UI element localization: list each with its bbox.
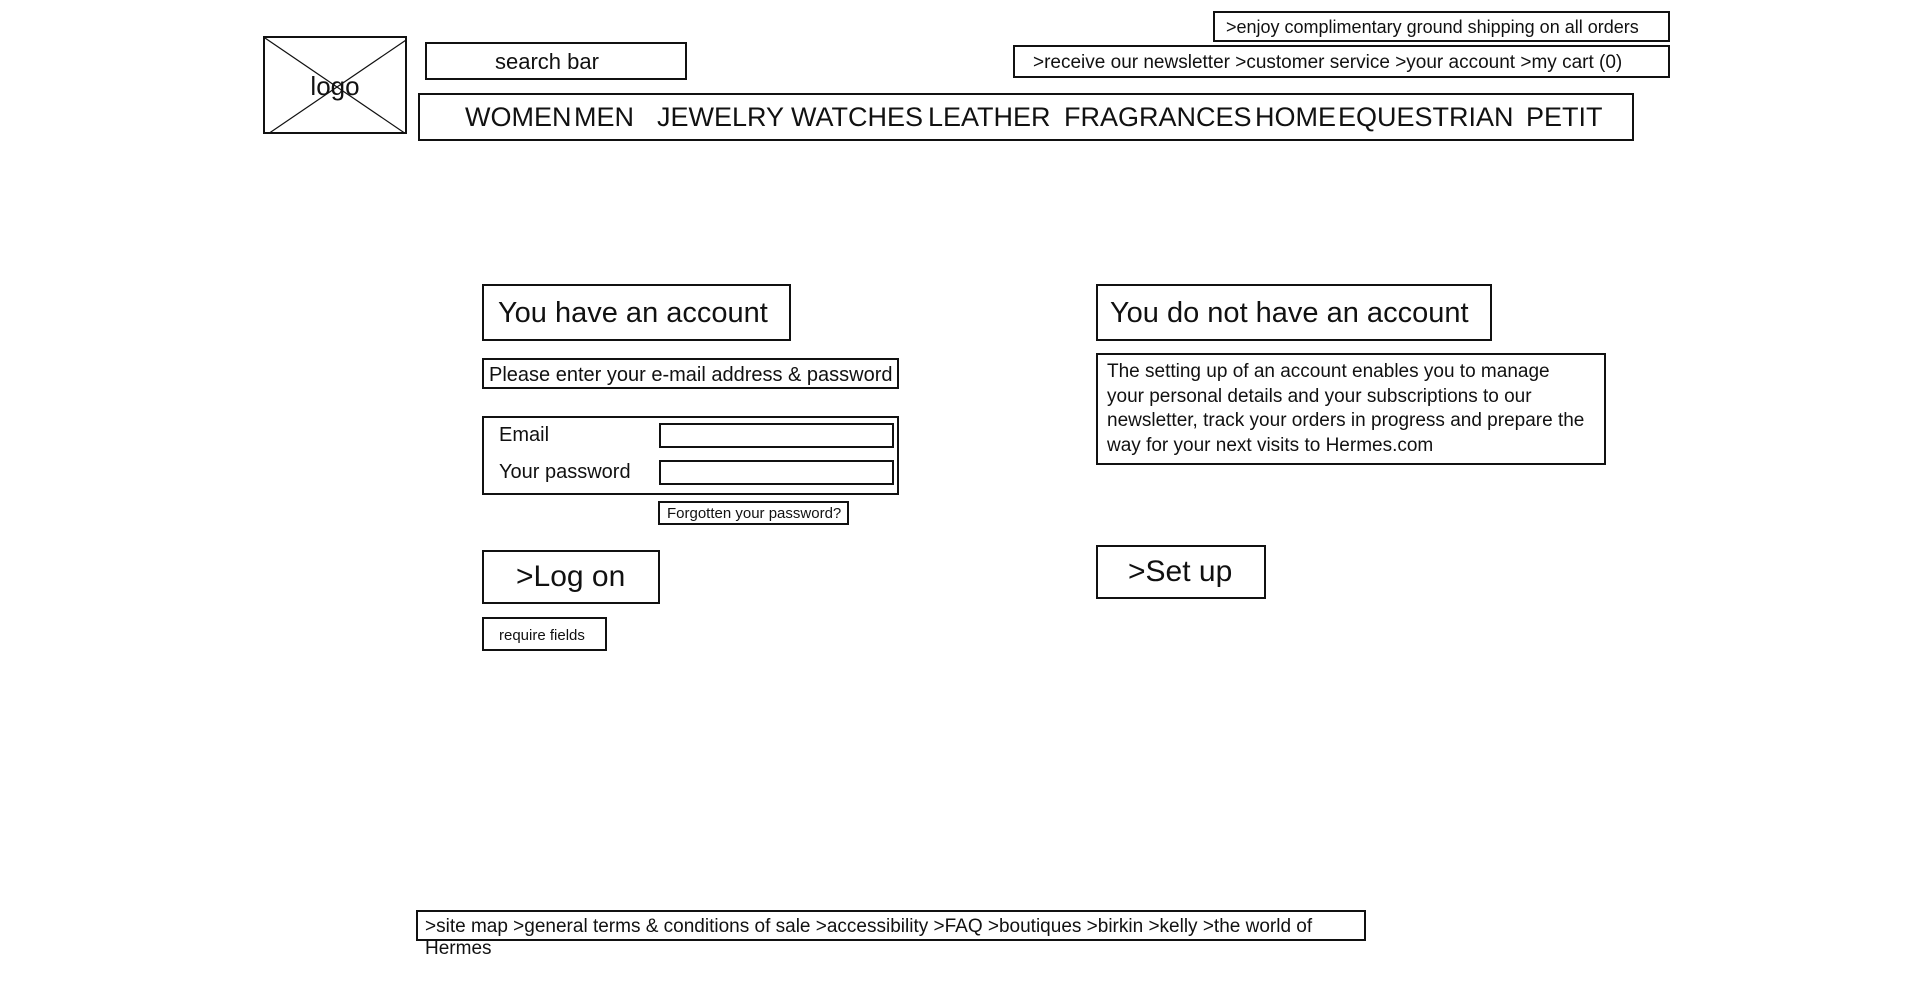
signup-heading bbox=[1096, 284, 1492, 341]
nav-item-watches[interactable]: WATCHES bbox=[791, 102, 923, 132]
login-instruction bbox=[482, 358, 899, 389]
nav-item-fragrances[interactable]: FRAGRANCES bbox=[1064, 102, 1252, 132]
signup-heading-text: You do not have an account bbox=[1110, 297, 1469, 329]
search-bar-label: search bar bbox=[495, 49, 599, 74]
shipping-promo-link[interactable] bbox=[1213, 11, 1670, 42]
nav-item-equestrian[interactable]: EQUESTRIAN bbox=[1338, 102, 1514, 132]
log-on-button[interactable] bbox=[482, 550, 660, 604]
nav-item-petit[interactable]: PETIT bbox=[1526, 102, 1603, 132]
nav-item-jewelry[interactable]: JEWELRY bbox=[657, 102, 785, 132]
main-navigation bbox=[418, 93, 1634, 141]
set-up-label: >Set up bbox=[1128, 555, 1233, 588]
set-up-button[interactable] bbox=[1096, 545, 1266, 599]
email-field[interactable] bbox=[659, 423, 894, 448]
utility-links-text: >receive our newsletter >customer service >your account >my cart (0) bbox=[1033, 52, 1623, 73]
signup-description bbox=[1096, 353, 1606, 465]
nav-item-women[interactable]: WOMEN bbox=[465, 102, 572, 132]
utility-links[interactable] bbox=[1013, 45, 1670, 78]
email-label: Email bbox=[499, 424, 550, 446]
login-instruction-text: Please enter your e-mail address & password bbox=[489, 364, 893, 386]
logo-label: logo bbox=[310, 71, 360, 101]
nav-item-men[interactable]: MEN bbox=[574, 102, 634, 132]
nav-item-home[interactable]: HOME bbox=[1255, 102, 1336, 132]
forgot-password-label: Forgotten your password? bbox=[667, 505, 842, 522]
login-form bbox=[482, 416, 899, 495]
required-fields-note bbox=[482, 617, 607, 651]
shipping-promo-text: >enjoy complimentary ground shipping on all orders bbox=[1226, 17, 1639, 37]
footer-links-text: >site map >general terms & conditions of sale >accessibility >FAQ >boutiques >birkin >kelly >the world of Hermes bbox=[425, 916, 1313, 959]
footer-links[interactable] bbox=[416, 910, 1366, 959]
forgot-password-link[interactable] bbox=[658, 501, 849, 525]
signup-description-text: The setting up of an account enables you to manage your personal details and your subscriptions to our newsletter, track your orders in progress and prepare the way for your next visits to Hermes.com bbox=[1107, 361, 1585, 456]
login-heading bbox=[482, 284, 791, 341]
search-bar[interactable] bbox=[425, 42, 687, 80]
login-heading-text: You have an account bbox=[498, 297, 768, 329]
password-label: Your password bbox=[499, 461, 631, 483]
log-on-label: >Log on bbox=[516, 560, 626, 593]
required-fields-label: require fields bbox=[499, 627, 585, 644]
nav-item-leather[interactable]: LEATHER bbox=[928, 102, 1051, 132]
password-field[interactable] bbox=[659, 460, 894, 485]
logo-placeholder[interactable] bbox=[263, 36, 407, 134]
